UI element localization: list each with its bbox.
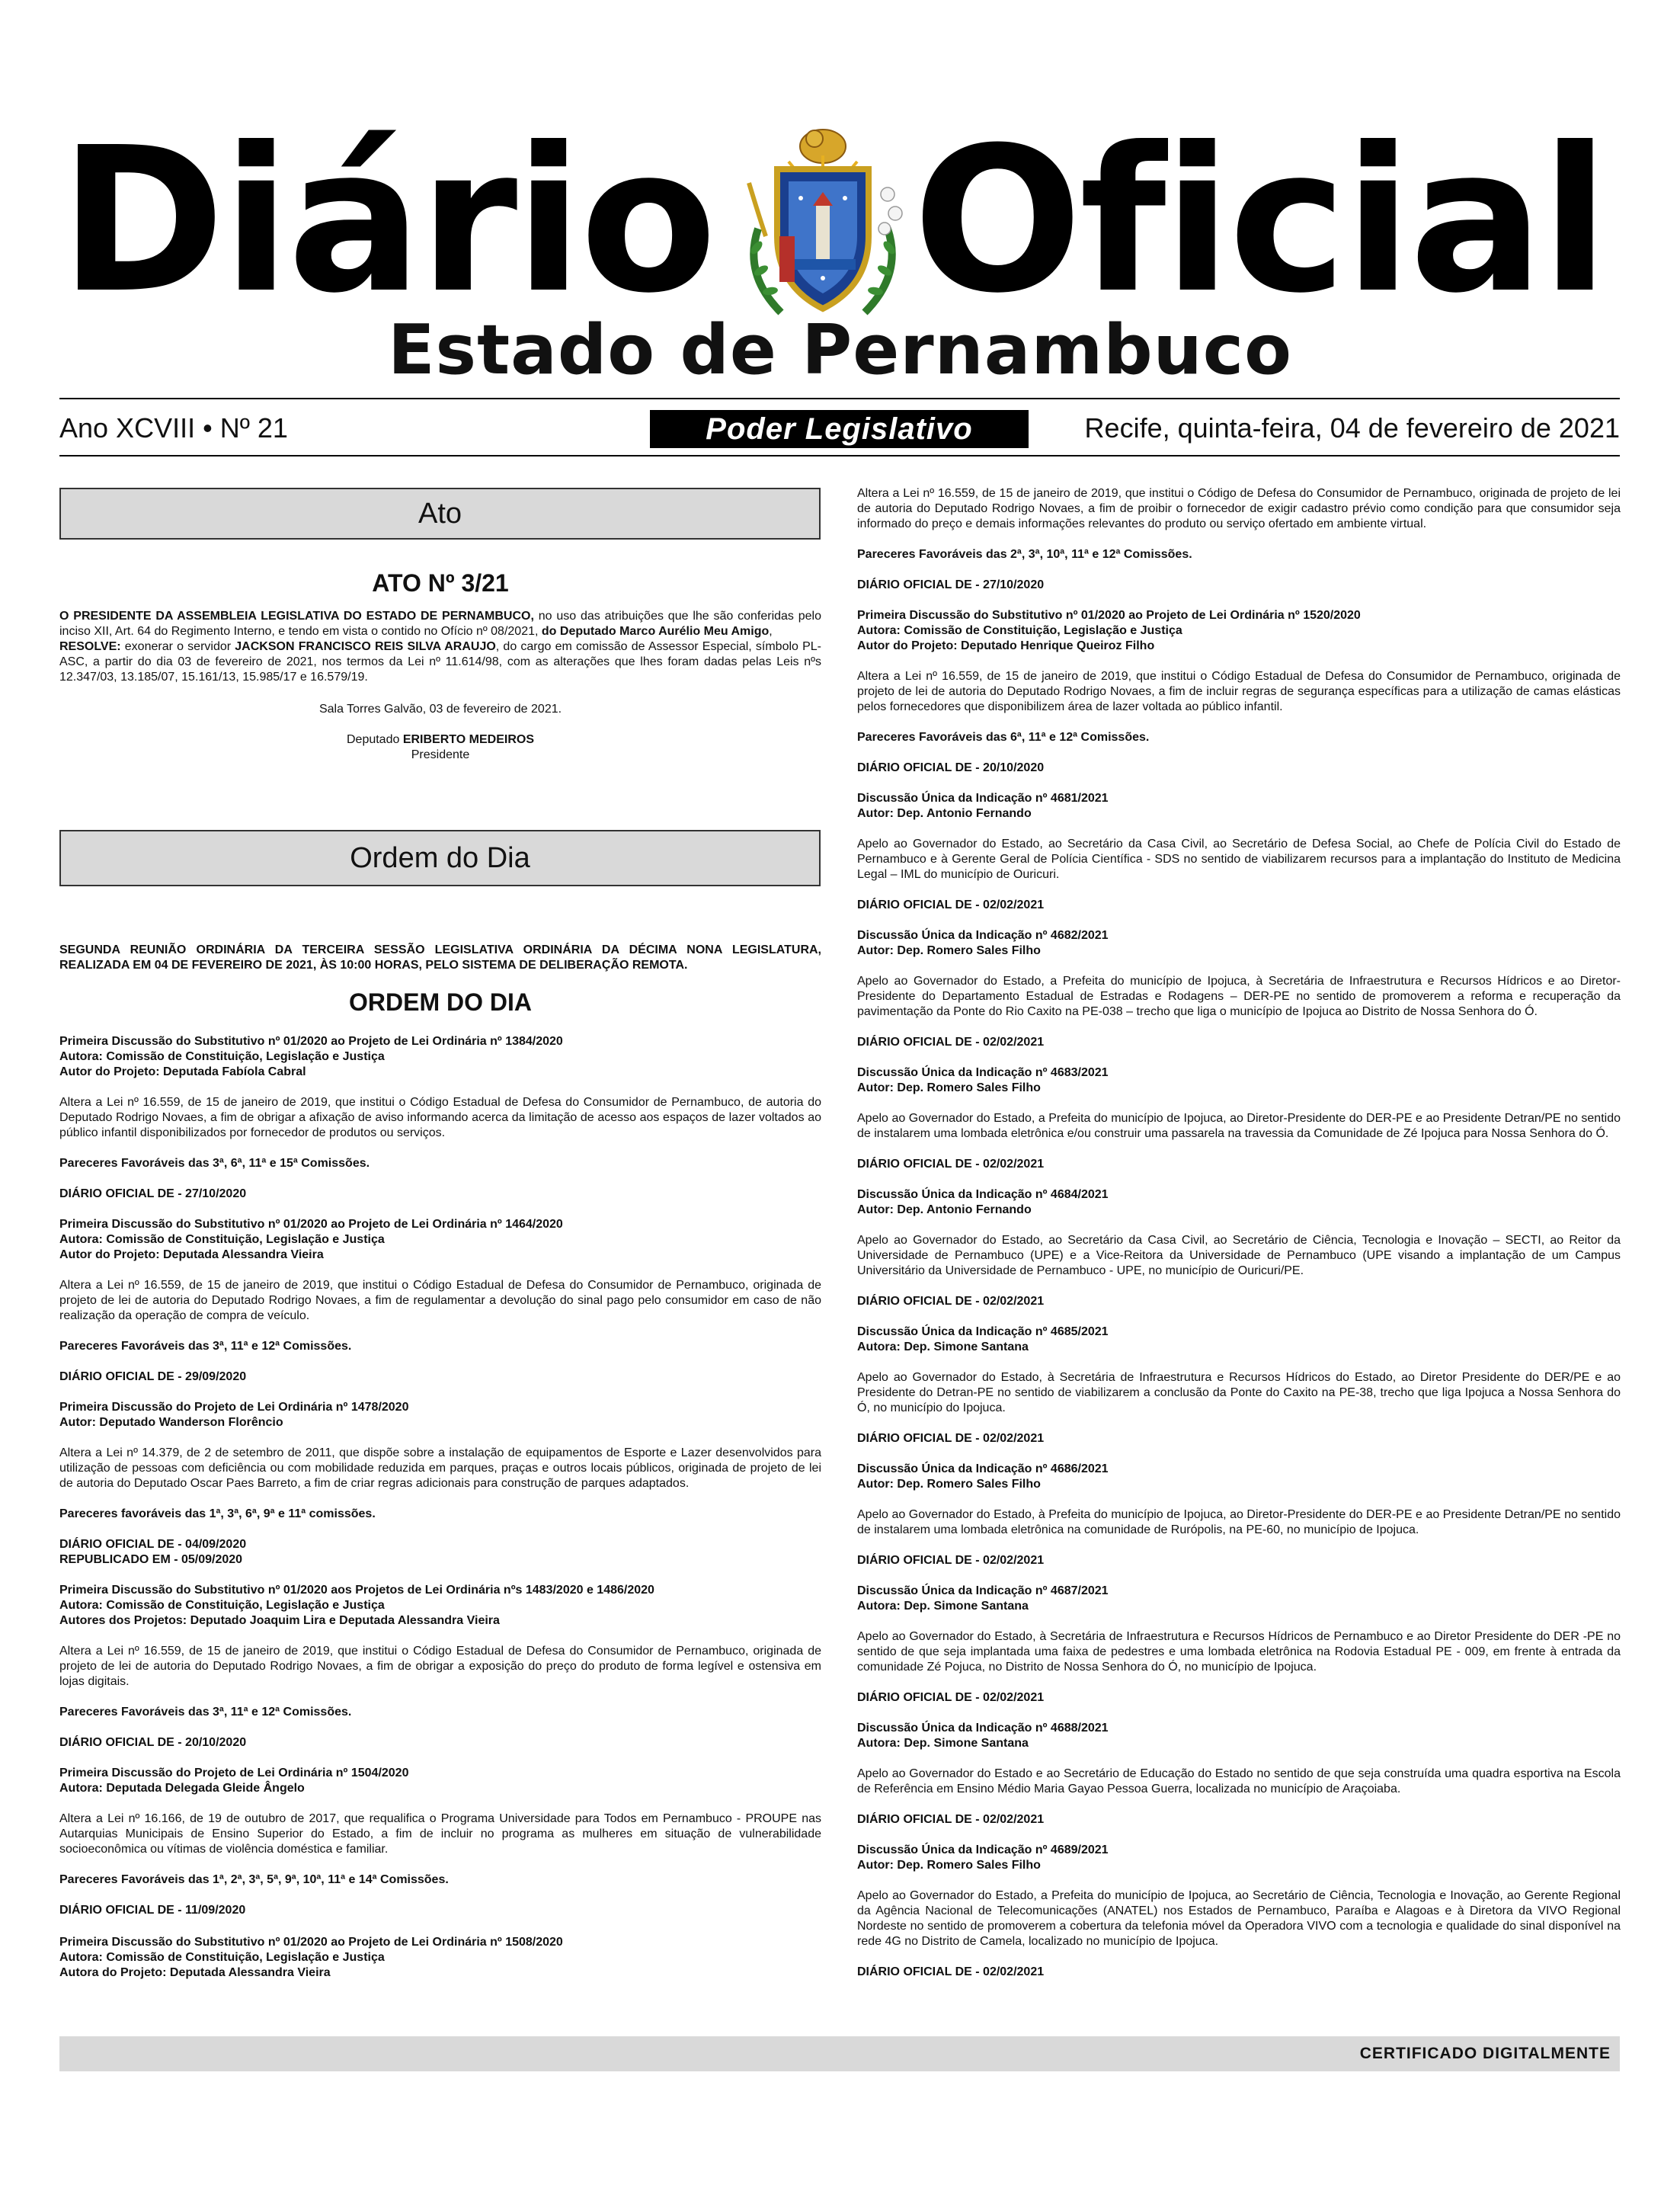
- place-date: Sala Torres Galvão, 03 de fevereiro de 2021.: [318, 703, 562, 716]
- indicacao-item: [857, 791, 1621, 913]
- ordem-items: [59, 1034, 821, 1918]
- masthead: [0, 104, 1680, 337]
- indicacao-diario: DIÁRIO OFICIAL DE - 02/02/2021: [857, 1965, 1045, 1978]
- indicacao-item: [857, 1187, 1621, 1309]
- ordem-item-head: [59, 1400, 821, 1430]
- indicacao-head: [857, 1721, 1621, 1751]
- indicacao-diario: DIÁRIO OFICIAL DE - 02/02/2021: [857, 1295, 1045, 1308]
- ordem-item: [59, 1400, 821, 1568]
- digital-certificate-bar: CERTIFICADO DIGITALMENTE: [59, 2036, 1620, 2071]
- indicacao-head-line: Autor: Dep. Romero Sales Filho: [857, 1859, 1041, 1872]
- ordem-item-head-line: Primeira Discussão do Substitutivo nº 01/2020 ao Projeto de Lei Ordinária nº 1464/2020: [59, 1218, 563, 1231]
- indicacao-head: [857, 1325, 1621, 1355]
- pl1520-head: [857, 608, 1621, 654]
- right-column: [857, 486, 1621, 1980]
- indicacao-item: [857, 1462, 1621, 1568]
- ordem-item-diario-line: DIÁRIO OFICIAL DE - 27/10/2020: [59, 1187, 247, 1200]
- indicacao-body: Apelo ao Governador do Estado, à Secretária de Infraestrutura e Recursos Hídricos do Estado, ao Diretor Presidente do DER/PE e ao Presidente do Detran-PE no sentido de viabilizarem a conclusão da Ponte do Caxito na PE-38, trecho que liga Ipojuca a Nossa Senhora do Ó, no município do Ipojuca.: [857, 1371, 1621, 1414]
- indicacao-body: Apelo ao Governador do Estado, a Prefeita do município de Ipojuca, ao Diretor-Presidente do DER-PE e ao Presidente Detran/PE no sentido de instalarem uma lombada eletrônica e/ou construir uma passarela na travessia da Comunidade de Zé Ipojuca para Nossa Senhora do Ó.: [857, 1112, 1621, 1140]
- indicacao-head-line: Discussão Única da Indicação nº 4682/2021: [857, 929, 1109, 942]
- ato-title: ATO Nº 3/21: [372, 569, 509, 597]
- indicacao-items: [857, 791, 1621, 1980]
- indicacao-head-line: Autor: Dep. Antonio Fernando: [857, 807, 1032, 820]
- ordem-item-head-line: Autores dos Projetos: Deputado Joaquim Lira e Deputada Alessandra Vieira: [59, 1614, 500, 1627]
- ordem-item-diario: [59, 1735, 821, 1751]
- indicacao-head-line: Discussão Única da Indicação nº 4683/2021: [857, 1066, 1109, 1079]
- ordem-item-diario: [59, 1369, 821, 1385]
- ordem-item-diario: [59, 1187, 821, 1202]
- ordem-item-head-line: Autora: Comissão de Constituição, Legislação e Justiça: [59, 1599, 385, 1612]
- indicacao-head-line: Discussão Única da Indicação nº 4687/2021: [857, 1584, 1109, 1597]
- ordem-item-head: [59, 1217, 821, 1263]
- indicacao-item: [857, 1843, 1621, 1980]
- ordem-item-body: Altera a Lei nº 16.559, de 15 de janeiro de 2019, que institui o Código Estadual de Defesa do Consumidor de Pernambuco, originada de projeto de lei de autoria do Deputado Rodrigo Novaes, a fim de regulamentar a devolução do sinal pago pelo consumidor em caso de não realização da operação de compra de veículo.: [59, 1279, 821, 1322]
- indicacao-head: [857, 791, 1621, 822]
- resolve-text-end: , do cargo em comissão de Assessor Especial, símbolo PL-ASC, a partir do dia 03 de fevereiro de 2021, nos termos da Lei nº 11.614/98, com as alterações que lhes foram dadas pelas Leis nºs 12.347/03, 13.185/07, 15.161/13, 15.985/17 e 16.579/19.: [59, 640, 822, 684]
- indicacao-body: Apelo ao Governador do Estado, ao Secretário da Casa Civil, ao Secretário de Ciência, Tecnologia e Inovação – SECTI, ao Reitor da Universidade de Pernambuco (UPE) e a Vice-Reitora da Universidade de Pernambuco (UPE visando a implantação de um Campus Universitário da Universidade de Pernambuco - UPE, no município de Ouricuri/PE.: [857, 1234, 1621, 1277]
- ordem-item-body: Altera a Lei nº 16.559, de 15 de janeiro de 2019, que institui o Código Estadual de Defesa do Consumidor de Pernambuco, de autoria do Deputado Rodrigo Novaes, a fim de obrigar a afixação de aviso informando acerca da limitação de acesso aos espaços de lazer voltados ao público infantil disponibilizados por fornecedor de produtos ou serviços.: [59, 1096, 821, 1139]
- ordem-item-diario-line: DIÁRIO OFICIAL DE - 11/09/2020: [59, 1904, 246, 1917]
- divider-top: [59, 398, 1620, 399]
- ordem-item: [59, 1217, 821, 1385]
- section-badge: Poder Legislativo: [650, 410, 1029, 448]
- indicacao-diario: DIÁRIO OFICIAL DE - 02/02/2021: [857, 1691, 1045, 1704]
- ordem-item-last: [59, 1935, 821, 1981]
- ordem-item-head-line: Autor: Deputado Wanderson Florêncio: [59, 1416, 283, 1429]
- ordem-title: ORDEM DO DIA: [349, 988, 532, 1016]
- ordem-item-body: Altera a Lei nº 16.166, de 19 de outubro de 2017, que requalifica o Programa Universidade para Todos em Pernambuco - PROUPE nas Autarquias Municipais de Ensino Superior do Estado, a fim de incluir no programa as mulheres em situação de vulnerabilidade socioeconômica ou vítimas de violência doméstica e familiar.: [59, 1812, 821, 1856]
- pl1520-pareceres: Pareceres Favoráveis das 6ª, 11ª e 12ª Comissões.: [857, 731, 1150, 744]
- signature-role: Presidente: [411, 748, 470, 761]
- indicacao-head-line: Discussão Única da Indicação nº 4681/2021: [857, 792, 1109, 805]
- indicacao-body: Apelo ao Governador do Estado, à Secretária de Infraestrutura e Recursos Hídricos de Pernambuco e ao Diretor Presidente do DER -PE no sentido de que seja implantada uma faixa de pedestres e uma lombada eletrônica na Rodovia Estadual PE - 009, em frente à entrada da comunidade Zé Pojuca, no Distrito de Nossa Senhora do Ó, no município de Ipojuca.: [857, 1630, 1621, 1674]
- continued-body: Altera a Lei nº 16.559, de 15 de janeiro de 2019, que institui o Código de Defesa do Consumidor de Pernambuco, originada de projeto de lei de autoria do Deputado Rodrigo Novaes, a fim de proibir o fornecedor de exigir cadastro prévio como condição para que consumidor seja informado do preço e demais informações relevantes do produto ou serviço ofertado em ambiente virtual.: [857, 487, 1621, 530]
- indicacao-diario: DIÁRIO OFICIAL DE - 02/02/2021: [857, 1813, 1045, 1826]
- indicacao-head: [857, 928, 1621, 959]
- indicacao-item: [857, 928, 1621, 1050]
- indicacao-head-line: Discussão Única da Indicação nº 4689/2021: [857, 1843, 1109, 1856]
- indicacao-head-line: Discussão Única da Indicação nº 4688/2021: [857, 1722, 1109, 1735]
- resolve-label: RESOLVE:: [59, 640, 121, 653]
- ato-body-bold: do Deputado Marco Aurélio Meu Amigo: [541, 625, 770, 638]
- indicacao-head-line: Autora: Dep. Simone Santana: [857, 1737, 1029, 1750]
- ordem-item-head-line: Primeira Discussão do Projeto de Lei Ordinária nº 1478/2020: [59, 1401, 409, 1414]
- pl1520-head-line: Autor do Projeto: Deputado Henrique Queiroz Filho: [857, 639, 1155, 652]
- ato-body-end: ,: [769, 625, 773, 638]
- indicacao-head-line: Discussão Única da Indicação nº 4685/2021: [857, 1325, 1109, 1338]
- indicacao-head-line: Discussão Única da Indicação nº 4684/2021: [857, 1188, 1109, 1201]
- ordem-item-pareceres: Pareceres Favoráveis das 3ª, 6ª, 11ª e 15ª Comissões.: [59, 1157, 370, 1170]
- ordem-item: [59, 1766, 821, 1918]
- indicacao-item: [857, 1325, 1621, 1446]
- pl1520-head-line: Primeira Discussão do Substitutivo nº 01/2020 ao Projeto de Lei Ordinária nº 1520/2020: [857, 609, 1361, 622]
- indicacao-body: Apelo ao Governador do Estado, a Prefeita do município de Ipojuca, ao Secretário de Ciência, Tecnologia e Inovação, ao Gerente Regional da Agência Nacional de Telecomunicações (ANATEL) nos Estados de Pernambuco, Paraíba e Alagoas e à Diretora da VIVO Regional Nordeste no sentido de promoverem a cobertura da telefonia móvel da Operadora VIVO com a tecnologia e qualidade do sinal disponível na rede 4G no Distrito de Camela, localizado no município de Ipojuca.: [857, 1889, 1621, 1948]
- ordem-item-diario-line: DIÁRIO OFICIAL DE - 29/09/2020: [59, 1370, 247, 1383]
- pl1520-body: Altera a Lei nº 16.559, de 15 de janeiro de 2019, que institui o Código Estadual de Defesa do Consumidor de Pernambuco, originada de projeto de lei de autoria do Deputado Rodrigo Novaes, a fim de incluir regras de segurança específicas para a utilização de camas elásticas pelos fornecedores que disponibilizem área de lazer voltada ao público infantil.: [857, 670, 1621, 713]
- ordem-item-pareceres: Pareceres Favoráveis das 3ª, 11ª e 12ª Comissões.: [59, 1706, 352, 1719]
- ordem-item-head-line: Autora: Comissão de Constituição, Legislação e Justiça: [59, 1233, 385, 1246]
- divider-bottom: [59, 455, 1620, 456]
- ordem-item-diario-line: REPUBLICADO EM - 05/09/2020: [59, 1553, 243, 1566]
- ordem-item-pareceres: Pareceres Favoráveis das 3ª, 11ª e 12ª Comissões.: [59, 1340, 352, 1353]
- indicacao-item: [857, 1721, 1621, 1827]
- ordem-item-diario-line: DIÁRIO OFICIAL DE - 04/09/2020: [59, 1538, 247, 1551]
- ato-lead: O PRESIDENTE DA ASSEMBLEIA LEGISLATIVA DO ESTADO DE PERNAMBUCO,: [59, 610, 534, 623]
- indicacao-item: [857, 1584, 1621, 1706]
- ordem-item: [59, 1034, 821, 1202]
- ordem-item-head-line: Primeira Discussão do Projeto de Lei Ordinária nº 1504/2020: [59, 1767, 409, 1779]
- indicacao-diario: DIÁRIO OFICIAL DE - 02/02/2021: [857, 1554, 1045, 1567]
- indicacao-head: [857, 1584, 1621, 1614]
- continued-pareceres: Pareceres Favoráveis das 2ª, 3ª, 10ª, 11ª e 12ª Comissões.: [857, 548, 1192, 561]
- indicacao-diario: DIÁRIO OFICIAL DE - 02/02/2021: [857, 1036, 1045, 1049]
- signature: [59, 732, 821, 748]
- ordem-item-body: Altera a Lei nº 16.559, de 15 de janeiro de 2019, que institui o Código Estadual de Defesa do Consumidor de Pernambuco, originada de projeto de lei de autoria do Deputado Rodrigo Novaes, a fim de obrigar a exposição do preço do produto de forma legível e ostensiva em lojas digitais.: [59, 1645, 821, 1688]
- indicacao-head: [857, 1843, 1621, 1873]
- resolve-name: JACKSON FRANCISCO REIS SILVA ARAUJO: [235, 640, 496, 653]
- ordem-item-head-line: Primeira Discussão do Substitutivo nº 01/2020 ao Projeto de Lei Ordinária nº 1508/2020: [59, 1936, 563, 1949]
- ordem-item-diario: [59, 1537, 821, 1568]
- section-header-ato: Ato: [59, 488, 821, 540]
- indicacao-head-line: Autor: Dep. Antonio Fernando: [857, 1203, 1032, 1216]
- issue-date: Recife, quinta-feira, 04 de fevereiro de 2021: [1084, 412, 1620, 444]
- indicacao-body: Apelo ao Governador do Estado, a Prefeita do município de Ipojuca, à Secretária de Infraestrutura e Recursos Hídricos e ao Diretor-Presidente do Departamento Estadual de Estradas e Rodagens – DER-PE no sentido de promoverem a reforma e recuperação da pavimentação da Ponte do Rio Caxito na PE-038 – trecho que liga o município de Ipojuca ao Distrito de Nossa Senhora do Ó.: [857, 975, 1621, 1018]
- indicacao-head-line: Discussão Única da Indicação nº 4686/2021: [857, 1462, 1109, 1475]
- indicacao-head-line: Autor: Dep. Romero Sales Filho: [857, 1081, 1041, 1094]
- ordem-item-head: [59, 1766, 821, 1796]
- masthead-title-right: Oficial: [913, 104, 1607, 337]
- ordem-item-head-line: Autor do Projeto: Deputada Alessandra Vieira: [59, 1248, 324, 1261]
- ordem-item-head-line: Autora: Comissão de Constituição, Legislação e Justiça: [59, 1050, 385, 1063]
- indicacao-diario: DIÁRIO OFICIAL DE - 02/02/2021: [857, 899, 1045, 911]
- indicacao-head: [857, 1462, 1621, 1492]
- signature-name: ERIBERTO MEDEIROS: [402, 733, 534, 746]
- section-header-ordem: Ordem do Dia: [59, 830, 821, 886]
- indicacao-head-line: Autora: Dep. Simone Santana: [857, 1600, 1029, 1613]
- ordem-item-head: [59, 1034, 821, 1080]
- pernambuco-coat-of-arms-icon: [735, 122, 910, 328]
- indicacao-head: [857, 1187, 1621, 1218]
- ordem-item-diario: [59, 1903, 821, 1918]
- indicacao-diario: DIÁRIO OFICIAL DE - 02/02/2021: [857, 1432, 1045, 1445]
- ordem-item-head-line: Autora: Comissão de Constituição, Legislação e Justiça: [59, 1951, 385, 1964]
- left-column: [59, 488, 821, 1981]
- masthead-title-left: Diário: [59, 104, 715, 337]
- pl1520-head-line: Autora: Comissão de Constituição, Legislação e Justiça: [857, 624, 1182, 637]
- resolve-text: exonerar o servidor: [120, 640, 235, 653]
- indicacao-head: [857, 1065, 1621, 1096]
- ato-body: no uso das atribuições que lhe são conferidas pelo inciso XII, Art. 64 do Regimento Interno, e tendo em vista o contido no Ofício nº 08/2021,: [59, 610, 822, 638]
- indicacao-item: [857, 1065, 1621, 1172]
- ordem-item: [59, 1583, 821, 1751]
- ordem-item-head-line: Autora: Deputada Delegada Gleide Ângelo: [59, 1782, 305, 1795]
- indicacao-diario: DIÁRIO OFICIAL DE - 02/02/2021: [857, 1158, 1045, 1171]
- indicacao-head-line: Autora: Dep. Simone Santana: [857, 1341, 1029, 1353]
- issue-number: Ano XCVIII • Nº 21: [59, 412, 288, 444]
- ordem-item-head-line: Primeira Discussão do Substitutivo nº 01/2020 ao Projeto de Lei Ordinária nº 1384/2020: [59, 1035, 563, 1048]
- ordem-item-pareceres: Pareceres favoráveis das 1ª, 3ª, 6ª, 9ª e 11ª comissões.: [59, 1507, 376, 1520]
- signature-prefix: Deputado: [346, 733, 403, 746]
- ordem-item-head-line: Autora do Projeto: Deputada Alessandra Vieira: [59, 1966, 331, 1979]
- ordem-item-pareceres: Pareceres Favoráveis das 1ª, 2ª, 3ª, 5ª, 9ª, 10ª, 11ª e 14ª Comissões.: [59, 1873, 449, 1886]
- continued-diario: DIÁRIO OFICIAL DE - 27/10/2020: [857, 578, 1045, 591]
- indicacao-head-line: Autor: Dep. Romero Sales Filho: [857, 1478, 1041, 1491]
- ordem-item-head-line: Primeira Discussão do Substitutivo nº 01/2020 aos Projetos de Lei Ordinária nºs 1483/2020 e 1486/2020: [59, 1584, 654, 1597]
- ordem-item-head-line: Autor do Projeto: Deputada Fabíola Cabral: [59, 1065, 306, 1078]
- indicacao-body: Apelo ao Governador do Estado, à Prefeita do município de Ipojuca, ao Diretor-Presidente do DER-PE e ao Presidente Detran/PE no sentido de instalarem uma lombada eletrônica na comunidade de Rurópolis, na PE-60, no município de Ipojuca.: [857, 1508, 1621, 1536]
- ato-paragraph: [59, 609, 821, 685]
- session-text: SEGUNDA REUNIÃO ORDINÁRIA DA TERCEIRA SESSÃO LEGISLATIVA ORDINÁRIA DA DÉCIMA NONA LEGISLATURA, REALIZADA EM 04 DE FEVEREIRO DE 2021, ÀS 10:00 HORAS, PELO SISTEMA DE DELIBERAÇÃO REMOTA.: [59, 943, 821, 972]
- indicacao-body: Apelo ao Governador do Estado, ao Secretário da Casa Civil, ao Secretário de Defesa Social, ao Chefe de Polícia Civil do Estado de Pernambuco e à Gerente Geral de Polícia Científica - SDS no sentido de viabilizarem recursos para a implantação do Instituto de Medicina Legal – IML do município de Ouricuri.: [857, 838, 1621, 881]
- ordem-item-body: Altera a Lei nº 14.379, de 2 de setembro de 2011, que dispõe sobre a instalação de equipamentos de Esporte e Lazer desenvolvidos para utilização de pessoas com deficiência ou com mobilidade reduzida em parques, praças e outros locais públicos, originada de projeto de lei de autoria do Deputado Oscar Paes Barreto, a fim de criar regras adicionais para construção de parques adaptados.: [59, 1446, 821, 1490]
- ordem-item-diario-line: DIÁRIO OFICIAL DE - 20/10/2020: [59, 1736, 247, 1749]
- masthead-subtitle: Estado de Pernambuco: [388, 310, 1292, 390]
- indicacao-head-line: Autor: Dep. Romero Sales Filho: [857, 944, 1041, 957]
- pl1520-diario: DIÁRIO OFICIAL DE - 20/10/2020: [857, 761, 1045, 774]
- ordem-item-head: [59, 1583, 821, 1629]
- indicacao-body: Apelo ao Governador do Estado e ao Secretário de Educação do Estado no sentido de que seja construída uma quadra esportiva na Escola de Referência em Ensino Médio Maria Gayao Pessoa Guerra, localizada no município de Araçoiaba.: [857, 1767, 1621, 1795]
